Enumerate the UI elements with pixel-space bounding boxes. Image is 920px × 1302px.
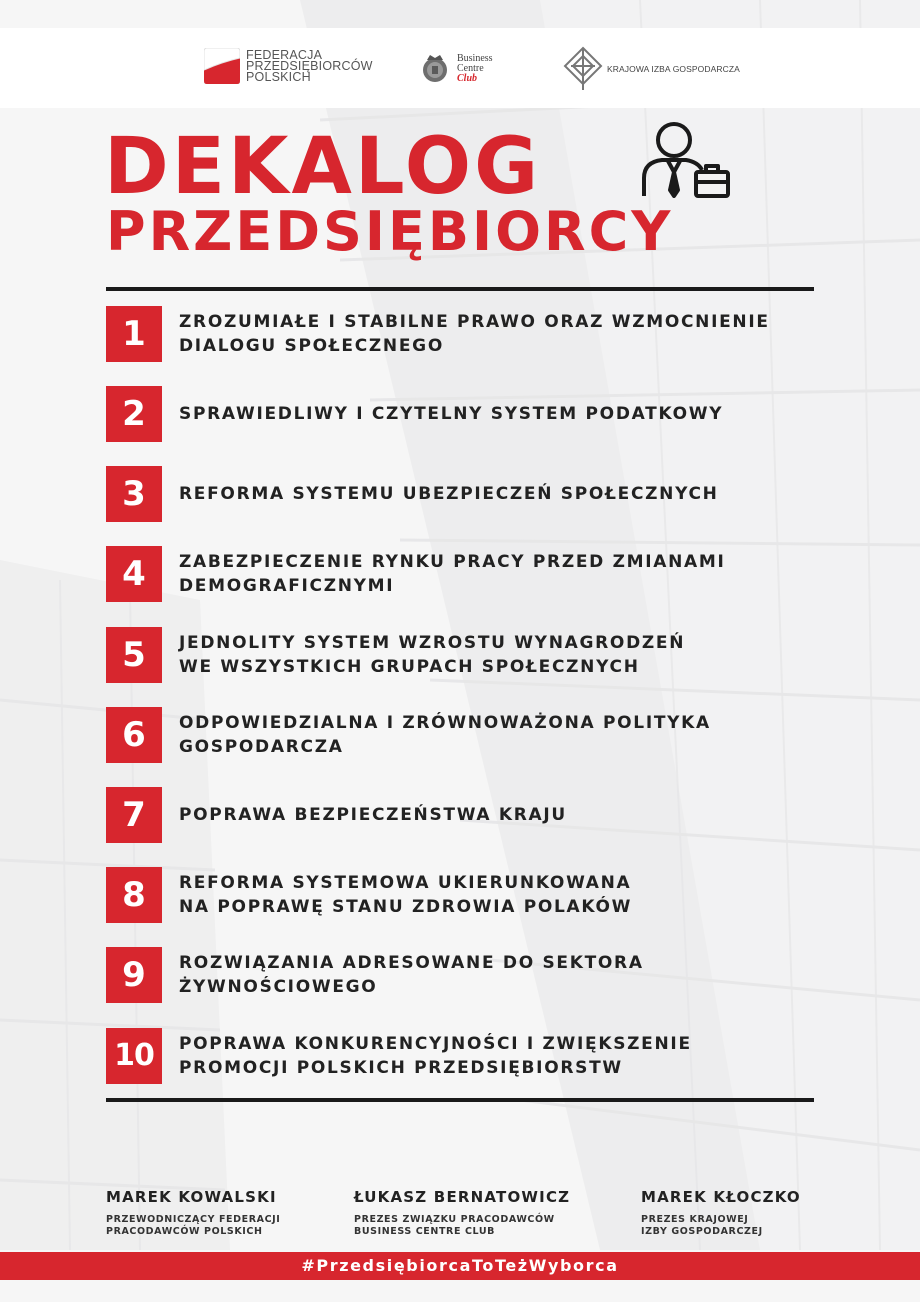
kig-logo: [563, 46, 740, 92]
list-item: [106, 546, 814, 602]
item-text: REFORMA SYSTEMOWA UKIERUNKOWANA NA POPRAWĘ STANU ZDROWIA POLAKÓW: [179, 873, 633, 917]
divider-bottom: [106, 1098, 814, 1102]
bcc-crest-icon: [418, 52, 452, 86]
divider-top: [106, 287, 814, 291]
signature-name: MAREK KŁOCZKO: [641, 1188, 801, 1206]
item-number: 10: [106, 1028, 162, 1084]
signature-bernatowicz: [354, 1188, 570, 1238]
businessman-with-briefcase-icon: [640, 120, 732, 198]
item-text: POPRAWA BEZPIECZEŃSTWA KRAJU: [179, 805, 567, 825]
list-item: [106, 867, 814, 923]
fpp-line1: FEDERACJA: [246, 47, 323, 62]
fpp-line3: POLSKICH: [246, 69, 311, 84]
bcc-line1: Business: [457, 53, 493, 64]
fpp-line2: PRZEDSIĘBIORCÓW: [246, 58, 373, 73]
signature-role: PRZEWODNICZĄCY FEDERACJI PRACODAWCÓW POLSKICH: [106, 1214, 281, 1237]
item-text: SPRAWIEDLIWY I CZYTELNY SYSTEM PODATKOWY: [179, 404, 724, 424]
item-text: REFORMA SYSTEMU UBEZPIECZEŃ SPOŁECZNYCH: [179, 484, 719, 504]
item-text: JEDNOLITY SYSTEM WZROSTU WYNAGRODZEŃ WE WSZYSTKICH GRUPACH SPOŁECZNYCH: [179, 633, 686, 677]
item-number: 8: [106, 867, 162, 923]
item-number: 2: [106, 386, 162, 442]
item-number: 9: [106, 947, 162, 1003]
signature-name: MAREK KOWALSKI: [106, 1188, 277, 1206]
footer-hashtag: #PrzedsiębiorcaToTeżWyborca: [301, 1256, 619, 1275]
list-item: [106, 707, 814, 763]
signature-name: ŁUKASZ BERNATOWICZ: [354, 1188, 571, 1206]
item-text: ODPOWIEDZIALNA I ZRÓWNOWAŻONA POLITYKA GOSPODARCZA: [179, 713, 711, 757]
list-item: [106, 627, 814, 683]
title-line1: DEKALOG: [104, 122, 542, 212]
item-text: ZROZUMIAŁE I STABILNE PRAWO ORAZ WZMOCNIENIE DIALOGU SPOŁECZNEGO: [179, 312, 770, 356]
bcc-line2: Centre: [457, 63, 484, 74]
item-number: 3: [106, 466, 162, 522]
list-item: [106, 947, 814, 1003]
bcc-logo: [418, 52, 493, 86]
list-item: [106, 306, 814, 362]
kig-emblem-icon: [563, 46, 603, 92]
item-text: ROZWIĄZANIA ADRESOWANE DO SEKTORA ŻYWNOŚCIOWEGO: [179, 953, 644, 997]
item-number: 4: [106, 546, 162, 602]
signature-kloczko: [641, 1188, 801, 1238]
signature-role: PREZES ZWIĄZKU PRACODAWCÓW BUSINESS CENTRE CLUB: [354, 1214, 555, 1237]
item-text: ZABEZPIECZENIE RYNKU PRACY PRZED ZMIANAMI DEMOGRAFICZNYMI: [179, 552, 726, 596]
signature-kowalski: [106, 1188, 280, 1238]
title-line2: PRZEDSIĘBIORCY: [106, 200, 674, 263]
signature-role: PREZES KRAJOWEJ IZBY GOSPODARCZEJ: [641, 1214, 763, 1237]
item-number: 1: [106, 306, 162, 362]
kig-text: KRAJOWA IZBA GOSPODARCZA: [607, 64, 740, 74]
fpp-logo: [204, 48, 406, 84]
list-item: [106, 1028, 814, 1084]
list-item: [106, 386, 814, 442]
item-number: 6: [106, 707, 162, 763]
item-number: 7: [106, 787, 162, 843]
fpp-flag-icon: [204, 48, 240, 84]
item-number: 5: [106, 627, 162, 683]
item-text: POPRAWA KONKURENCYJNOŚCI I ZWIĘKSZENIE PROMOCJI POLSKICH PRZEDSIĘBIORSTW: [179, 1034, 692, 1078]
bcc-line3: Club: [457, 73, 478, 84]
list-item: [106, 787, 814, 843]
list-item: [106, 466, 814, 522]
